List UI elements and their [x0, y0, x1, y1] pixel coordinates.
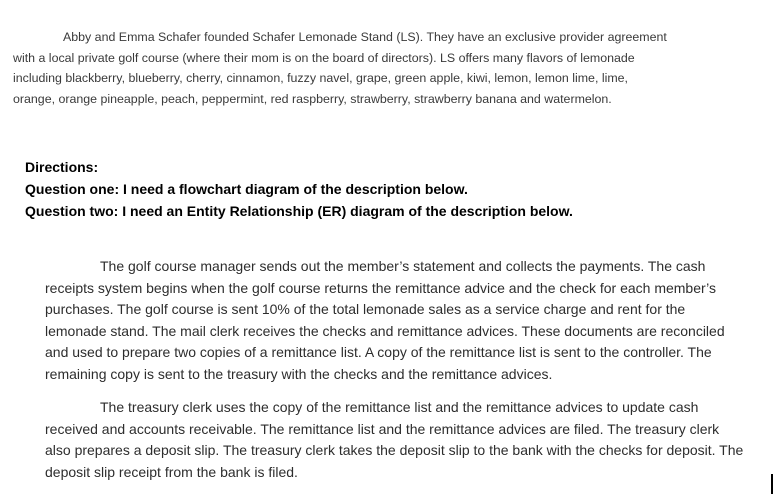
directions-heading: Directions:: [25, 159, 99, 175]
description-paragraph-1: [45, 256, 745, 385]
intro-paragraph-text: Abby and Emma Schafer founded Schafer Lemonade Stand (LS). They have an exclusive provider agreement with a local private golf course (where their mom is on the board of directors). LS offers many flavors of lemonade including blackberry, blueberry, cherry, cinnamon, fuzzy navel, grape, green apple, kiwi, lemon, lemon lime, lime, orange, orange pineapple, peach, peppermint, red raspberry, strawberry, strawberry banana and watermelon.: [13, 30, 667, 106]
text-cursor: [771, 474, 773, 494]
question-one: Question one: I need a flowchart diagram of the description below.: [25, 181, 468, 197]
description-paragraph-2-text: The treasury clerk uses the copy of the remittance list and the remittance advices to update cash received and accounts receivable. The remittance list and the remittance advices are filed. The treasury clerk also prepares a deposit slip. The treasury clerk takes the deposit slip to the bank with the checks for deposit. The deposit slip receipt from the bank is filed.: [45, 399, 744, 480]
directions-block: [25, 156, 573, 222]
intro-paragraph: [13, 27, 673, 109]
question-two: Question two: I need an Entity Relationship (ER) diagram of the description below.: [25, 203, 573, 219]
description-paragraph-2: [45, 397, 745, 483]
description-paragraph-1-text: The golf course manager sends out the member’s statement and collects the payments. The cash receipts system begins when the golf course returns the remittance advice and the check for each member’s purchases. The golf course is sent 10% of the total lemonade sales as a service charge and rent for the lemonade stand. The mail clerk receives the checks and remittance advices. These documents are reconciled and used to prepare two copies of a remittance list. A copy of the remittance list is sent to the controller. The remaining copy is sent to the treasury with the checks and the remittance advices.: [45, 258, 725, 382]
